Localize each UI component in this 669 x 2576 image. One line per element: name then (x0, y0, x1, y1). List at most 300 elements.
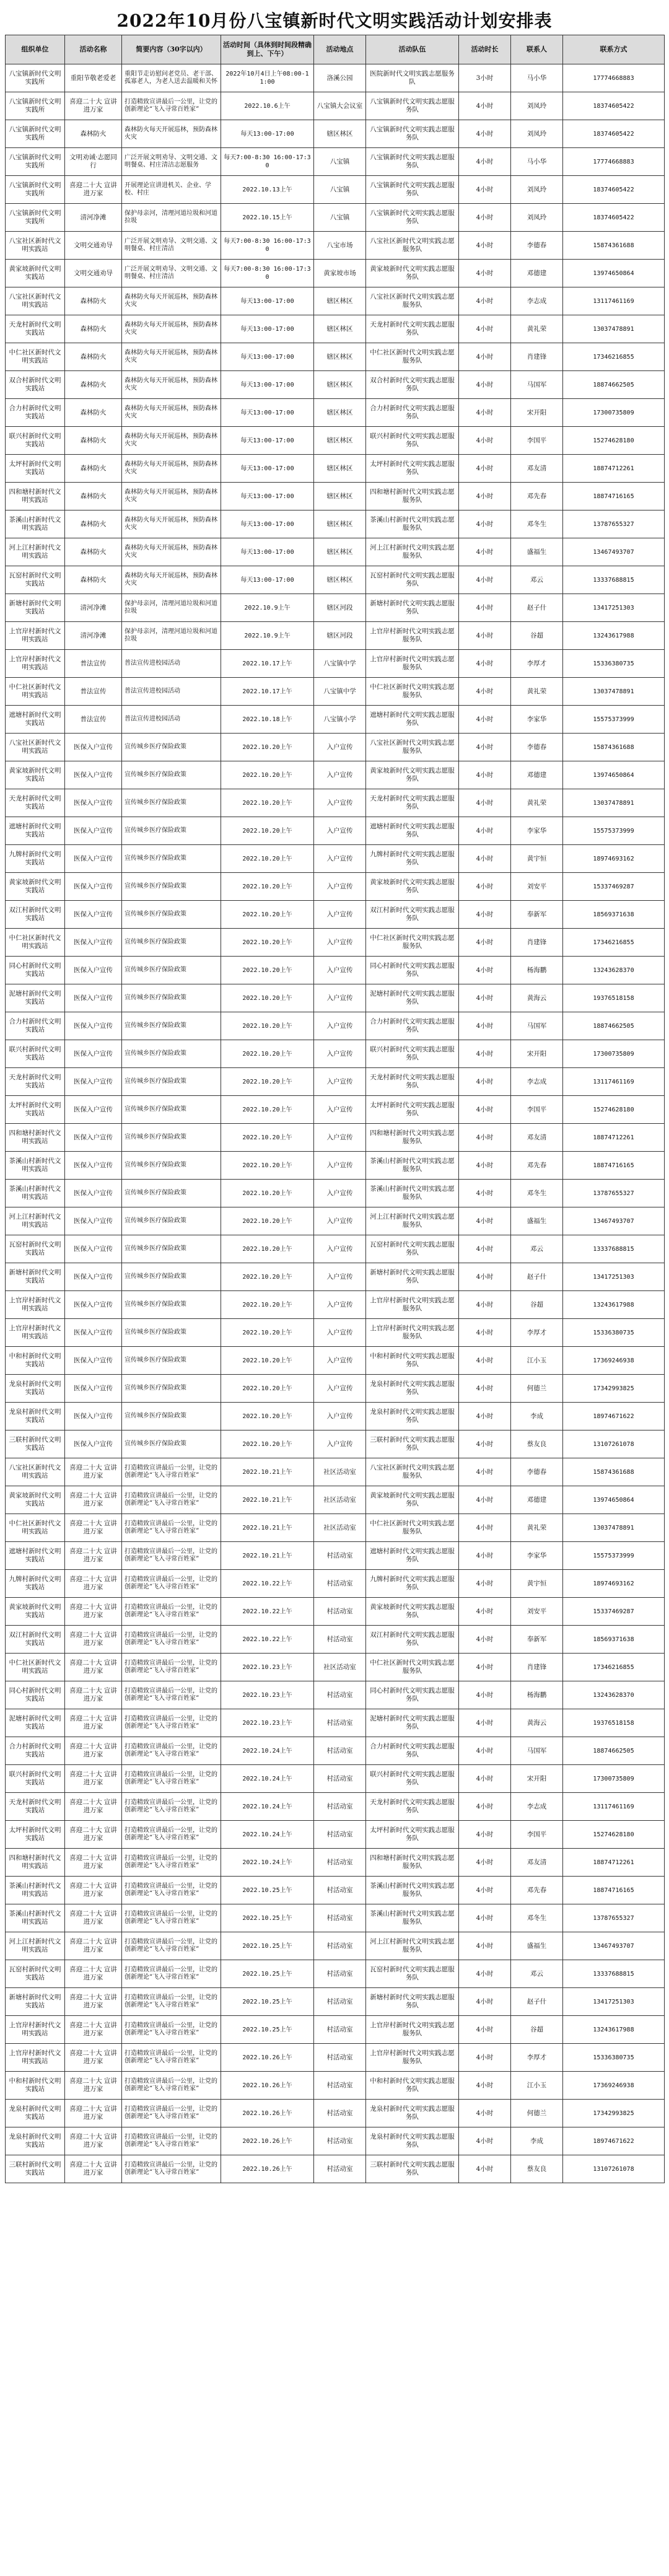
activity-name-cell: 喜迎二十大 宣讲进万家 (65, 1709, 122, 1737)
activity-name-cell: 喜迎二十大 宣讲进万家 (65, 1458, 122, 1486)
org-unit-cell: 遮塘村新时代文明实践站 (6, 817, 65, 845)
activity-time-cell: 2022.10.20上午 (221, 1403, 314, 1430)
activity-name-cell: 医保入户宣传 (65, 873, 122, 901)
team-cell: 八宝镇新时代文明实践志愿服务队 (366, 92, 459, 120)
activity-time-cell: 2022.10.17上午 (221, 650, 314, 678)
activity-time-cell: 每天13:00-17:00 (221, 455, 314, 483)
contact-person-cell: 黄礼荣 (511, 315, 563, 343)
duration-cell: 4小时 (459, 1988, 511, 2016)
contact-person-cell: 邓云 (511, 566, 563, 594)
table-row (6, 1765, 665, 1793)
team-cell: 联兴村新时代文明实践志愿服务队 (366, 427, 459, 455)
brief-content-cell: 宣传城乡医疗保险政策 (122, 1207, 221, 1235)
activity-time-cell: 2022.10.23上午 (221, 1654, 314, 1681)
contact-phone-cell: 13787655327 (563, 1180, 665, 1207)
contact-person-cell: 马国军 (511, 371, 563, 399)
brief-content-cell: 宣传城乡医疗保险政策 (122, 873, 221, 901)
contact-phone-cell: 13974650864 (563, 260, 665, 287)
location-cell: 辖区林区 (314, 455, 366, 483)
table-row (6, 287, 665, 315)
activity-time-cell: 2022.10.24上午 (221, 1793, 314, 1821)
location-cell: 入户宣传 (314, 1403, 366, 1430)
contact-phone-cell: 18974671622 (563, 2127, 665, 2155)
duration-cell: 4小时 (459, 2016, 511, 2044)
org-unit-cell: 联兴村新时代文明实践站 (6, 1765, 65, 1793)
team-cell: 瓦窑村新时代文明实践志愿服务队 (366, 1960, 459, 1988)
team-cell: 三联村新时代文明实践志愿服务队 (366, 1430, 459, 1458)
contact-phone-cell: 18374605422 (563, 176, 665, 204)
contact-phone-cell: 18374605422 (563, 204, 665, 232)
team-cell: 太坪村新时代文明实践志愿服务队 (366, 455, 459, 483)
table-row (6, 260, 665, 287)
team-cell: 天龙村新时代文明实践志愿服务队 (366, 315, 459, 343)
contact-phone-cell: 13467493707 (563, 1207, 665, 1235)
activity-time-cell: 每天13:00-17:00 (221, 427, 314, 455)
contact-person-cell: 黄礼荣 (511, 678, 563, 706)
contact-phone-cell: 15337469287 (563, 1598, 665, 1626)
org-unit-cell: 中仁社区新时代文明实践站 (6, 1514, 65, 1542)
contact-person-cell: 何德兰 (511, 1375, 563, 1403)
table-row (6, 1430, 665, 1458)
table-row (6, 1821, 665, 1849)
brief-content-cell: 广泛开展文明劝导、文明交通、文明餐桌、村庄清洁志愿服务 (122, 148, 221, 176)
contact-phone-cell: 18974693162 (563, 1570, 665, 1598)
brief-content-cell: 普法宣传进校园活动 (122, 678, 221, 706)
activity-time-cell: 2022.10.25上午 (221, 1960, 314, 1988)
activity-time-cell: 2022.10.20上午 (221, 873, 314, 901)
activity-name-cell: 医保入户宣传 (65, 1375, 122, 1403)
brief-content-cell: 宣传城乡医疗保险政策 (122, 1430, 221, 1458)
duration-cell: 4小时 (459, 315, 511, 343)
activity-name-cell: 喜迎二十大 宣讲进万家 (65, 1877, 122, 1904)
activity-name-cell: 喜迎二十大 宣讲进万家 (65, 2100, 122, 2127)
activity-time-cell: 2022.10.26上午 (221, 2155, 314, 2183)
org-unit-cell: 黄家坡新时代文明实践站 (6, 873, 65, 901)
contact-phone-cell: 13037478891 (563, 789, 665, 817)
contact-person-cell: 肖建锋 (511, 1654, 563, 1681)
activity-name-cell: 森林防火 (65, 510, 122, 538)
org-unit-cell: 合力村新时代文明实践站 (6, 1737, 65, 1765)
contact-person-cell: 黄宇恒 (511, 1570, 563, 1598)
duration-cell: 4小时 (459, 957, 511, 984)
duration-cell: 4小时 (459, 1375, 511, 1403)
table-row (6, 2155, 665, 2183)
activity-time-cell: 2022.10.25上午 (221, 1932, 314, 1960)
location-cell: 洛溪公园 (314, 64, 366, 92)
header-row (6, 35, 665, 64)
activity-name-cell: 医保入户宣传 (65, 1319, 122, 1347)
team-cell: 瓦窑村新时代文明实践志愿服务队 (366, 1235, 459, 1263)
table-row (6, 761, 665, 789)
table-row (6, 984, 665, 1012)
team-cell: 瓦窑村新时代文明实践志愿服务队 (366, 566, 459, 594)
org-unit-cell: 茶溪山村新时代文明实践站 (6, 510, 65, 538)
table-row (6, 176, 665, 204)
team-cell: 四和塘村新时代文明实践志愿服务队 (366, 1849, 459, 1877)
org-unit-cell: 八宝镇新时代文明实践所 (6, 148, 65, 176)
duration-cell: 4小时 (459, 1626, 511, 1654)
activity-time-cell: 2022.10.20上午 (221, 734, 314, 761)
org-unit-cell: 同心村新时代文明实践站 (6, 957, 65, 984)
org-unit-cell: 茶溪山村新时代文明实践站 (6, 1152, 65, 1180)
activity-time-cell: 2022.10.13上午 (221, 176, 314, 204)
org-unit-cell: 河上江村新时代文明实践站 (6, 538, 65, 566)
team-cell: 三联村新时代文明实践志愿服务队 (366, 2155, 459, 2183)
brief-content-cell: 宣传城乡医疗保险政策 (122, 1040, 221, 1068)
duration-cell: 4小时 (459, 1932, 511, 1960)
brief-content-cell: 宣传城乡医疗保险政策 (122, 1096, 221, 1124)
org-unit-cell: 茶溪山村新时代文明实践站 (6, 1180, 65, 1207)
header-brief-content: 简要内容（30字以内） (122, 35, 221, 64)
contact-person-cell: 黄礼荣 (511, 1514, 563, 1542)
contact-person-cell: 马小华 (511, 148, 563, 176)
contact-person-cell: 邓友清 (511, 1849, 563, 1877)
contact-phone-cell: 13467493707 (563, 538, 665, 566)
activity-name-cell: 森林防火 (65, 343, 122, 371)
contact-person-cell: 邓德建 (511, 1486, 563, 1514)
activity-time-cell: 2022.10.20上午 (221, 1096, 314, 1124)
location-cell: 入户宣传 (314, 817, 366, 845)
activity-time-cell: 2022.10.25上午 (221, 1988, 314, 2016)
contact-person-cell: 刘凤玲 (511, 176, 563, 204)
team-cell: 双江村新时代文明实践志愿服务队 (366, 901, 459, 929)
contact-person-cell: 奉新军 (511, 901, 563, 929)
brief-content-cell: 打造精致宣讲最后一公里，让党的创新理论“飞入寻常百姓家” (122, 1737, 221, 1765)
contact-person-cell: 马国军 (511, 1012, 563, 1040)
team-cell: 新塘村新时代文明实践志愿服务队 (366, 594, 459, 622)
contact-phone-cell: 15874361688 (563, 1458, 665, 1486)
table-row (6, 1068, 665, 1096)
brief-content-cell: 打造精致宣讲最后一公里，让党的创新理论“飞入寻常百姓家” (122, 2100, 221, 2127)
table-row (6, 204, 665, 232)
duration-cell: 4小时 (459, 2155, 511, 2183)
team-cell: 上官岸村新时代文明实践志愿服务队 (366, 1291, 459, 1319)
activity-name-cell: 森林防火 (65, 455, 122, 483)
contact-phone-cell: 17369246938 (563, 2072, 665, 2100)
contact-phone-cell: 18874716165 (563, 1877, 665, 1904)
team-cell: 同心村新时代文明实践志愿服务队 (366, 957, 459, 984)
contact-phone-cell: 13107261078 (563, 1430, 665, 1458)
table-row (6, 1709, 665, 1737)
activity-time-cell: 每天13:00-17:00 (221, 538, 314, 566)
activity-name-cell: 医保入户宣传 (65, 1347, 122, 1375)
contact-person-cell: 李厚才 (511, 650, 563, 678)
location-cell: 辖区林区 (314, 538, 366, 566)
location-cell: 社区活动室 (314, 1458, 366, 1486)
activity-time-cell: 2022.10.24上午 (221, 1765, 314, 1793)
duration-cell: 4小时 (459, 1709, 511, 1737)
table-row (6, 1347, 665, 1375)
team-cell: 八宝社区新时代文明实践志愿服务队 (366, 1458, 459, 1486)
location-cell: 入户宣传 (314, 984, 366, 1012)
table-row (6, 510, 665, 538)
activity-time-cell: 2022.10.26上午 (221, 2044, 314, 2072)
location-cell: 社区活动室 (314, 1486, 366, 1514)
team-cell: 八宝镇新时代文明实践志愿服务队 (366, 176, 459, 204)
contact-phone-cell: 17300735809 (563, 1765, 665, 1793)
activity-name-cell: 喜迎二十大 宣讲进万家 (65, 1598, 122, 1626)
header-duration: 活动时长 (459, 35, 511, 64)
activity-name-cell: 喜迎二十大 宣讲进万家 (65, 1932, 122, 1960)
table-row (6, 455, 665, 483)
org-unit-cell: 新塘村新时代文明实践站 (6, 1263, 65, 1291)
org-unit-cell: 河上江村新时代文明实践站 (6, 1932, 65, 1960)
contact-person-cell: 邓友清 (511, 1124, 563, 1152)
org-unit-cell: 四和塘村新时代文明实践站 (6, 1849, 65, 1877)
activity-name-cell: 医保入户宣传 (65, 1040, 122, 1068)
table-row (6, 678, 665, 706)
activity-name-cell: 医保入户宣传 (65, 1096, 122, 1124)
table-row (6, 1598, 665, 1626)
activity-time-cell: 2022.10.20上午 (221, 1040, 314, 1068)
location-cell: 八宝镇中学 (314, 678, 366, 706)
location-cell: 入户宣传 (314, 761, 366, 789)
duration-cell: 4小时 (459, 120, 511, 148)
location-cell: 村活动室 (314, 1988, 366, 2016)
contact-person-cell: 谷超 (511, 2016, 563, 2044)
activity-time-cell: 2022.10.18上午 (221, 706, 314, 734)
org-unit-cell: 四和塘村新时代文明实践站 (6, 1124, 65, 1152)
org-unit-cell: 遮塘村新时代文明实践站 (6, 1542, 65, 1570)
brief-content-cell: 重阳节走访慰问老党员、老干部、孤寡老人，为老人送去温暖和关怀 (122, 64, 221, 92)
org-unit-cell: 上官岸村新时代文明实践站 (6, 650, 65, 678)
table-row (6, 1626, 665, 1654)
brief-content-cell: 打造精致宣讲最后一公里，让党的创新理论“飞入寻常百姓家” (122, 1598, 221, 1626)
contact-phone-cell: 13243628370 (563, 1681, 665, 1709)
team-cell: 遮塘村新时代文明实践志愿服务队 (366, 1542, 459, 1570)
team-cell: 龙泉村新时代文明实践志愿服务队 (366, 1375, 459, 1403)
org-unit-cell: 龙泉村新时代文明实践站 (6, 2127, 65, 2155)
activity-time-cell: 每天7:00-8:30 16:00-17:30 (221, 260, 314, 287)
duration-cell: 4小时 (459, 1654, 511, 1681)
duration-cell: 4小时 (459, 594, 511, 622)
contact-phone-cell: 15874361688 (563, 232, 665, 260)
brief-content-cell: 打造精致宣讲最后一公里，让党的创新理论“飞入寻常百姓家” (122, 92, 221, 120)
brief-content-cell: 森林防火每天开展巡林，预防森林火灾 (122, 510, 221, 538)
brief-content-cell: 普法宣传进校园活动 (122, 706, 221, 734)
location-cell: 入户宣传 (314, 1263, 366, 1291)
location-cell: 村活动室 (314, 2127, 366, 2155)
brief-content-cell: 宣传城乡医疗保险政策 (122, 901, 221, 929)
org-unit-cell: 茶溪山村新时代文明实践站 (6, 1877, 65, 1904)
activity-name-cell: 喜迎二十大 宣讲进万家 (65, 1654, 122, 1681)
location-cell: 入户宣传 (314, 1207, 366, 1235)
brief-content-cell: 森林防火每天开展巡林，预防森林火灾 (122, 315, 221, 343)
brief-content-cell: 宣传城乡医疗保险政策 (122, 734, 221, 761)
contact-person-cell: 邓友清 (511, 455, 563, 483)
brief-content-cell: 打造精致宣讲最后一公里，让党的创新理论“飞入寻常百姓家” (122, 1570, 221, 1598)
org-unit-cell: 中仁社区新时代文明实践站 (6, 678, 65, 706)
contact-person-cell: 盛福生 (511, 1207, 563, 1235)
duration-cell: 4小时 (459, 1960, 511, 1988)
team-cell: 合力村新时代文明实践志愿服务队 (366, 399, 459, 427)
contact-phone-cell: 13467493707 (563, 1932, 665, 1960)
duration-cell: 4小时 (459, 427, 511, 455)
activity-time-cell: 2022.10.20上午 (221, 1180, 314, 1207)
brief-content-cell: 开展理论宣讲进机关、企业、学校、村庄 (122, 176, 221, 204)
table-row (6, 2072, 665, 2100)
duration-cell: 4小时 (459, 1096, 511, 1124)
table-body (6, 64, 665, 2183)
duration-cell: 4小时 (459, 1598, 511, 1626)
contact-person-cell: 李志成 (511, 287, 563, 315)
activity-time-cell: 2022.10.20上午 (221, 1207, 314, 1235)
table-row (6, 120, 665, 148)
team-cell: 八宝社区新时代文明实践志愿服务队 (366, 287, 459, 315)
location-cell: 八宝镇 (314, 204, 366, 232)
duration-cell: 4小时 (459, 1542, 511, 1570)
org-unit-cell: 八宝镇新时代文明实践所 (6, 120, 65, 148)
team-cell: 八宝镇新时代文明实践志愿服务队 (366, 148, 459, 176)
team-cell: 中和村新时代文明实践志愿服务队 (366, 2072, 459, 2100)
org-unit-cell: 黄家坡新时代文明实践站 (6, 260, 65, 287)
activity-name-cell: 喜迎二十大 宣讲进万家 (65, 2155, 122, 2183)
team-cell: 天龙村新时代文明实践志愿服务队 (366, 1793, 459, 1821)
duration-cell: 4小时 (459, 706, 511, 734)
org-unit-cell: 中仁社区新时代文明实践站 (6, 1654, 65, 1681)
table-row (6, 706, 665, 734)
contact-person-cell: 李成 (511, 2127, 563, 2155)
location-cell: 八宝镇中学 (314, 650, 366, 678)
duration-cell: 4小时 (459, 204, 511, 232)
team-cell: 联兴村新时代文明实践志愿服务队 (366, 1040, 459, 1068)
table-row (6, 901, 665, 929)
contact-person-cell: 李成 (511, 1403, 563, 1430)
brief-content-cell: 宣传城乡医疗保险政策 (122, 984, 221, 1012)
duration-cell: 4小时 (459, 1904, 511, 1932)
contact-phone-cell: 13417251303 (563, 594, 665, 622)
contact-phone-cell: 18569371638 (563, 901, 665, 929)
activity-time-cell: 每天13:00-17:00 (221, 287, 314, 315)
activity-time-cell: 每天7:00-8:30 16:00-17:30 (221, 148, 314, 176)
brief-content-cell: 森林防火每天开展巡林，预防森林火灾 (122, 287, 221, 315)
brief-content-cell: 打造精致宣讲最后一公里，让党的创新理论“飞入寻常百姓家” (122, 1765, 221, 1793)
contact-person-cell: 邓冬生 (511, 1180, 563, 1207)
brief-content-cell: 宣传城乡医疗保险政策 (122, 1152, 221, 1180)
document-page (5, 0, 664, 2183)
location-cell: 入户宣传 (314, 1124, 366, 1152)
team-cell: 四和塘村新时代文明实践志愿服务队 (366, 1124, 459, 1152)
brief-content-cell: 森林防火每天开展巡林，预防森林火灾 (122, 120, 221, 148)
activity-time-cell: 2022.10.20上午 (221, 1235, 314, 1263)
table-row (6, 1040, 665, 1068)
activity-name-cell: 喜迎二十大 宣讲进万家 (65, 1821, 122, 1849)
location-cell: 辖区林区 (314, 120, 366, 148)
org-unit-cell: 黄家坡新时代文明实践站 (6, 761, 65, 789)
activity-name-cell: 医保入户宣传 (65, 984, 122, 1012)
org-unit-cell: 新塘村新时代文明实践站 (6, 594, 65, 622)
team-cell: 四和塘村新时代文明实践志愿服务队 (366, 483, 459, 510)
brief-content-cell: 宣传城乡医疗保险政策 (122, 1319, 221, 1347)
activity-name-cell: 喜迎二十大 宣讲进万家 (65, 1681, 122, 1709)
duration-cell: 4小时 (459, 1207, 511, 1235)
duration-cell: 4小时 (459, 761, 511, 789)
contact-phone-cell: 13417251303 (563, 1988, 665, 2016)
contact-phone-cell: 17300735809 (563, 399, 665, 427)
contact-phone-cell: 15575373999 (563, 706, 665, 734)
duration-cell: 4小时 (459, 789, 511, 817)
activity-time-cell: 每天13:00-17:00 (221, 566, 314, 594)
table-row (6, 2044, 665, 2072)
location-cell: 辖区林区 (314, 510, 366, 538)
location-cell: 入户宣传 (314, 1152, 366, 1180)
duration-cell: 4小时 (459, 845, 511, 873)
brief-content-cell: 打造精致宣讲最后一公里，让党的创新理论“飞入寻常百姓家” (122, 1514, 221, 1542)
activity-time-cell: 2022.10.25上午 (221, 2016, 314, 2044)
contact-phone-cell: 13037478891 (563, 678, 665, 706)
duration-cell: 4小时 (459, 148, 511, 176)
contact-phone-cell: 18874712261 (563, 1124, 665, 1152)
location-cell: 辖区林区 (314, 343, 366, 371)
brief-content-cell: 打造精致宣讲最后一公里，让党的创新理论“飞入寻常百姓家” (122, 1458, 221, 1486)
team-cell: 遮塘村新时代文明实践志愿服务队 (366, 817, 459, 845)
header-location: 活动地点 (314, 35, 366, 64)
activity-time-cell: 2022.10.20上午 (221, 761, 314, 789)
contact-phone-cell: 18374605422 (563, 92, 665, 120)
table-row (6, 1096, 665, 1124)
contact-person-cell: 刘凤玲 (511, 92, 563, 120)
contact-person-cell: 刘凤玲 (511, 120, 563, 148)
contact-person-cell: 赵子什 (511, 1988, 563, 2016)
contact-person-cell: 黄宇恒 (511, 845, 563, 873)
table-row (6, 2100, 665, 2127)
activity-time-cell: 2022.10.20上午 (221, 1012, 314, 1040)
location-cell: 辖区林区 (314, 399, 366, 427)
header-team: 活动队伍 (366, 35, 459, 64)
activity-name-cell: 清河净滩 (65, 622, 122, 650)
contact-phone-cell: 13243617988 (563, 1291, 665, 1319)
location-cell: 村活动室 (314, 2155, 366, 2183)
table-row (6, 1263, 665, 1291)
location-cell: 入户宣传 (314, 1430, 366, 1458)
contact-phone-cell: 18874662505 (563, 1012, 665, 1040)
brief-content-cell: 打造精致宣讲最后一公里，让党的创新理论“飞入寻常百姓家” (122, 2072, 221, 2100)
org-unit-cell: 双合村新时代文明实践站 (6, 371, 65, 399)
duration-cell: 4小时 (459, 287, 511, 315)
activity-name-cell: 清河净滩 (65, 204, 122, 232)
table-row (6, 64, 665, 92)
activity-name-cell: 文明交通劝导 (65, 232, 122, 260)
table-row (6, 650, 665, 678)
team-cell: 河上江村新时代文明实践志愿服务队 (366, 1932, 459, 1960)
activity-name-cell: 喜迎二十大 宣讲进万家 (65, 1737, 122, 1765)
activity-name-cell: 森林防火 (65, 566, 122, 594)
contact-phone-cell: 17774668883 (563, 64, 665, 92)
org-unit-cell: 八宝社区新时代文明实践站 (6, 232, 65, 260)
brief-content-cell: 打造精致宣讲最后一公里，让党的创新理论“飞入寻常百姓家” (122, 1542, 221, 1570)
org-unit-cell: 茶溪山村新时代文明实践站 (6, 1904, 65, 1932)
table-row (6, 399, 665, 427)
team-cell: 上官岸村新时代文明实践志愿服务队 (366, 2016, 459, 2044)
contact-phone-cell: 18569371638 (563, 1626, 665, 1654)
activity-time-cell: 2022.10.20上午 (221, 1068, 314, 1096)
contact-person-cell: 邓冬生 (511, 510, 563, 538)
brief-content-cell: 宣传城乡医疗保险政策 (122, 817, 221, 845)
table-row (6, 1542, 665, 1570)
table-row (6, 148, 665, 176)
activity-time-cell: 2022.10.9上午 (221, 622, 314, 650)
contact-person-cell: 李国平 (511, 1096, 563, 1124)
activity-time-cell: 2022.10.6上午 (221, 92, 314, 120)
duration-cell: 4小时 (459, 622, 511, 650)
table-row (6, 1152, 665, 1180)
activity-name-cell: 医保入户宣传 (65, 817, 122, 845)
duration-cell: 4小时 (459, 92, 511, 120)
activity-time-cell: 每天13:00-17:00 (221, 399, 314, 427)
duration-cell: 4小时 (459, 483, 511, 510)
contact-person-cell: 赵子什 (511, 594, 563, 622)
contact-person-cell: 黄海云 (511, 1709, 563, 1737)
